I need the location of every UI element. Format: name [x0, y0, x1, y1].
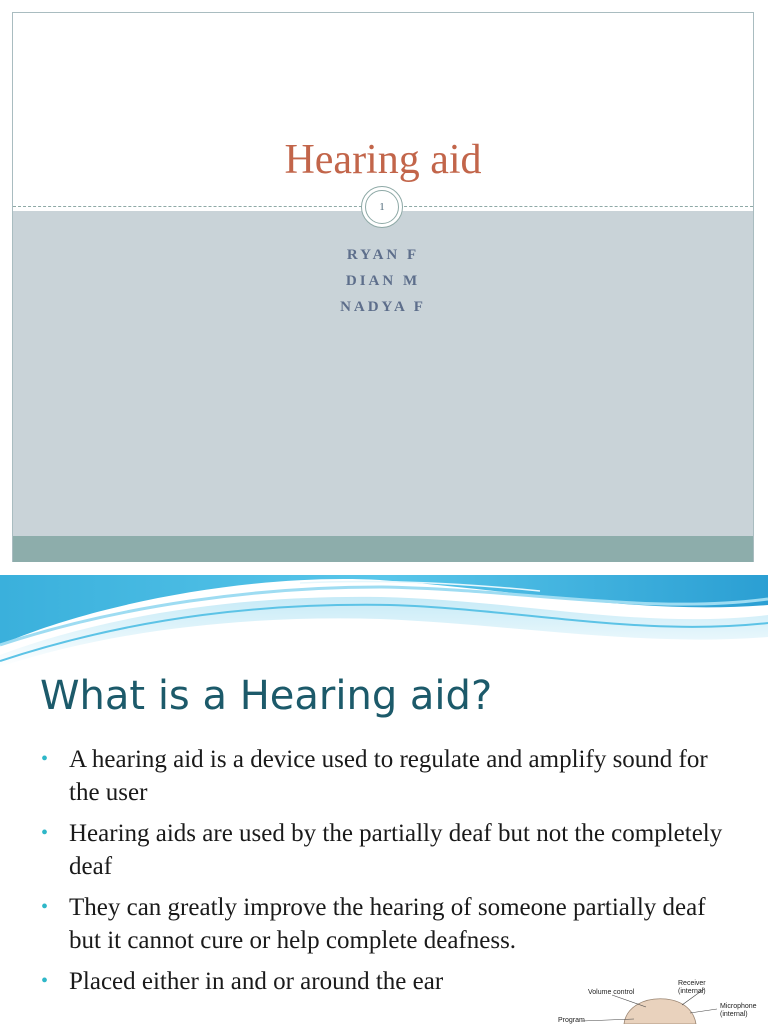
label-volume-control: Volume control [588, 989, 635, 996]
bullet-icon: • [41, 822, 49, 844]
author-list [13, 242, 753, 320]
slide-title: Hearing aid [284, 137, 482, 183]
list-item [38, 891, 728, 957]
title-slide [12, 12, 754, 562]
label-microphone: Microphone (internal) [720, 1003, 757, 1018]
footer-bar [13, 536, 753, 562]
label-receiver: Receiver (internal) [678, 980, 706, 995]
bullet-icon: • [41, 896, 49, 918]
author-name: NADYA F [340, 299, 426, 315]
list-item [38, 817, 728, 883]
title-area [13, 13, 753, 209]
bullet-icon: • [41, 748, 49, 770]
bullet-list [38, 743, 728, 1006]
hearing-aid-diagram [554, 977, 768, 1024]
bullet-icon: • [41, 970, 49, 992]
bullet-text: A hearing aid is a device used to regulate and amplify sound for the user [69, 746, 708, 806]
label-program: Program [558, 1017, 585, 1024]
bullet-text: Hearing aids are used by the partially deaf but not the completely deaf [69, 820, 723, 880]
author-name: DIAN M [345, 273, 421, 289]
slide-number-badge [361, 186, 403, 228]
bullet-text: They can greatly improve the hearing of someone partially deaf but it cannot cure or help complete deafness. [69, 894, 706, 954]
bullet-text: Placed either in and or around the ear [69, 968, 444, 995]
slide-number: 1 [365, 190, 399, 224]
author-name: RYAN F [346, 247, 420, 263]
slide-heading: What is a Hearing aid? [40, 673, 493, 719]
list-item [38, 743, 728, 809]
wave-banner [0, 575, 768, 670]
content-slide [0, 575, 768, 1024]
